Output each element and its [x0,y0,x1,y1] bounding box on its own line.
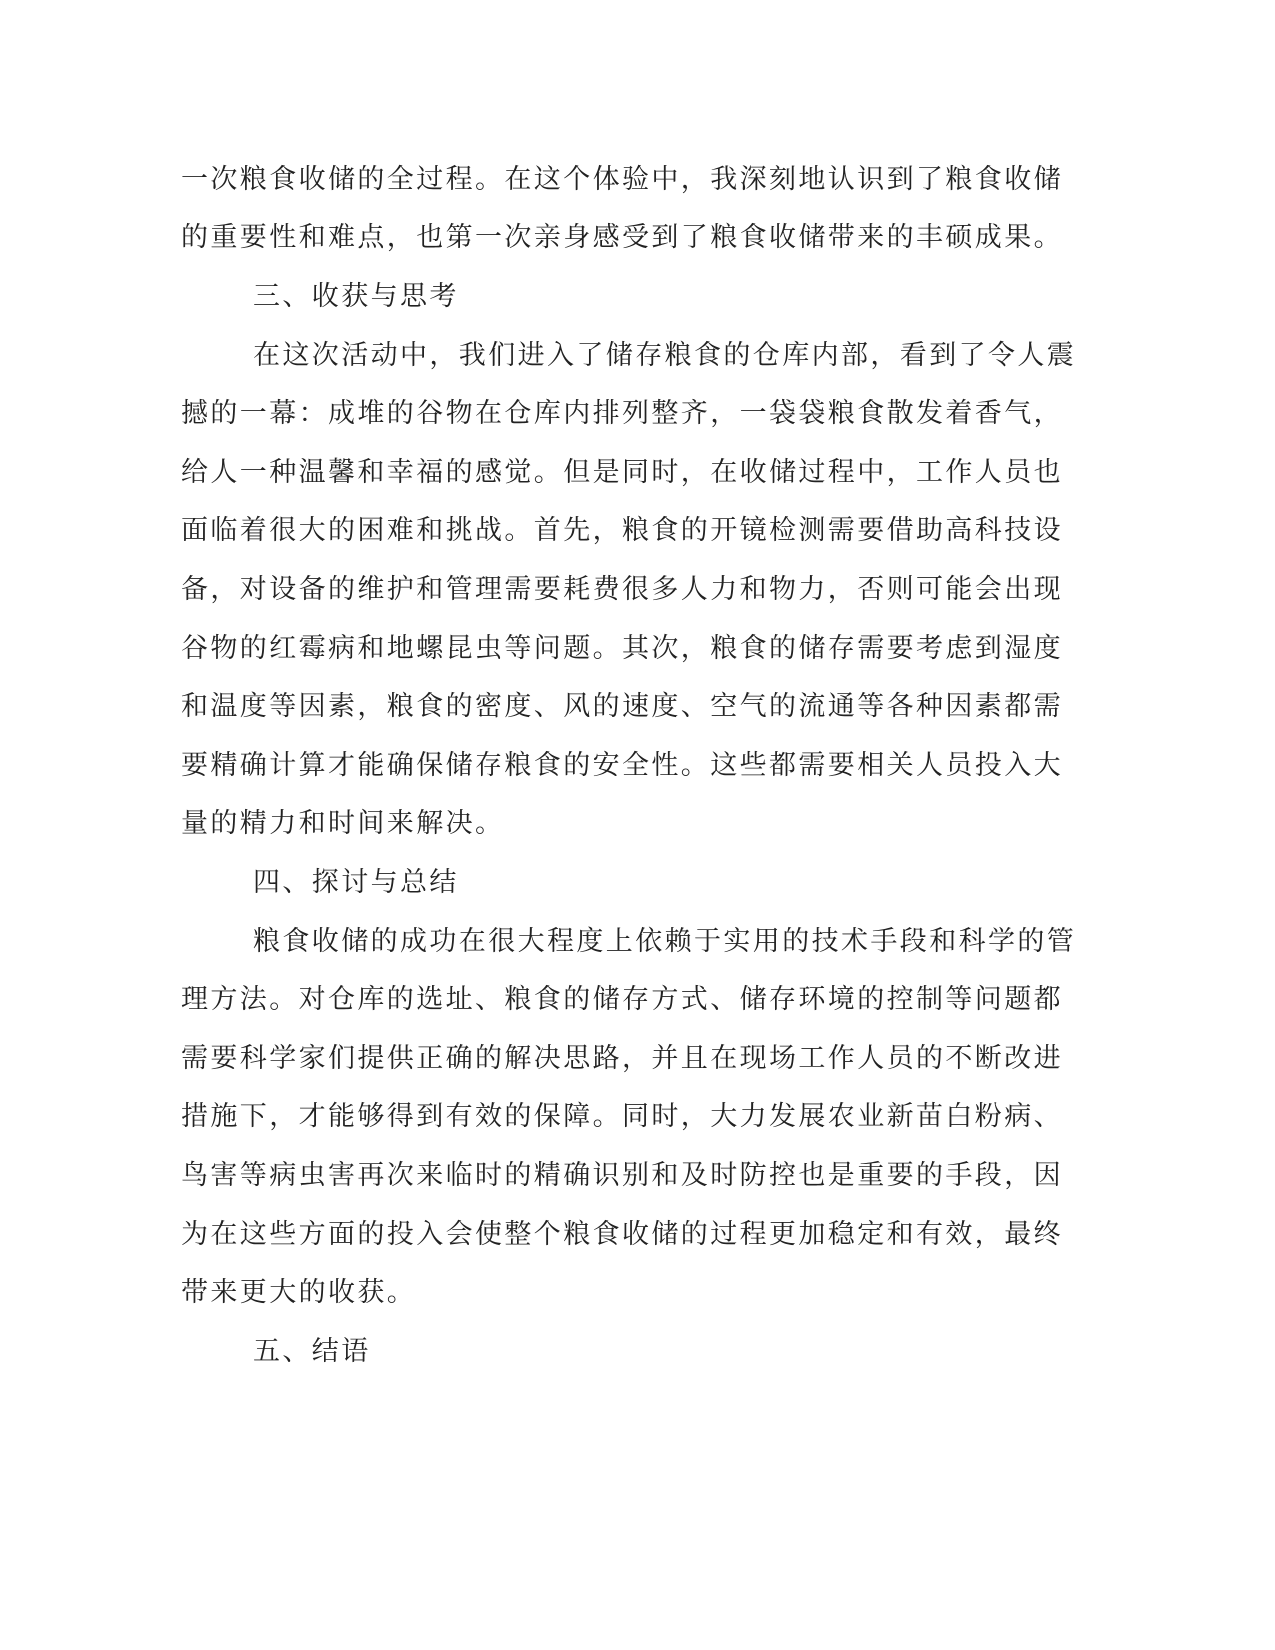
paragraph-line: 措施下，才能够得到有效的保障。同时，大力发展农业新苗白粉病、 [181,1101,1063,1132]
section-heading: 三、收获与思考 [253,281,459,312]
paragraph-line: 谷物的红霉病和地螺昆虫等问题。其次，粮食的储存需要考虑到湿度 [181,633,1063,664]
paragraph-line: 带来更大的收获。 [181,1277,417,1308]
paragraph-line: 量的精力和时间来解决。 [181,808,505,839]
paragraph-line: 一次粮食收储的全过程。在这个体验中，我深刻地认识到了粮食收储 [181,164,1063,195]
paragraph-line: 备，对设备的维护和管理需要耗费很多人力和物力，否则可能会出现 [181,574,1063,605]
paragraph-line: 的重要性和难点，也第一次亲身感受到了粮食收储带来的丰硕成果。 [181,222,1063,253]
paragraph-line: 需要科学家们提供正确的解决思路，并且在现场工作人员的不断改进 [181,1043,1063,1074]
paragraph-line: 和温度等因素，粮食的密度、风的速度、空气的流通等各种因素都需 [181,691,1063,722]
section-heading: 四、探讨与总结 [253,867,459,898]
paragraph-line: 鸟害等病虫害再次来临时的精确识别和及时防控也是重要的手段，因 [181,1160,1063,1191]
paragraph-line: 在这次活动中，我们进入了储存粮食的仓库内部，看到了令人震 [253,340,1077,371]
paragraph-line: 粮食收储的成功在很大程度上依赖于实用的技术手段和科学的管 [253,926,1077,957]
section-heading: 五、结语 [253,1336,371,1367]
paragraph-line: 撼的一幕：成堆的谷物在仓库内排列整齐，一袋袋粮食散发着香气， [181,398,1063,429]
paragraph-line: 理方法。对仓库的选址、粮食的储存方式、储存环境的控制等问题都 [181,984,1063,1015]
paragraph-line: 面临着很大的困难和挑战。首先，粮食的开镜检测需要借助高科技设 [181,515,1063,546]
paragraph-line: 为在这些方面的投入会使整个粮食收储的过程更加稳定和有效，最终 [181,1219,1063,1250]
paragraph-line: 要精确计算才能确保储存粮食的安全性。这些都需要相关人员投入大 [181,750,1063,781]
paragraph-line: 给人一种温馨和幸福的感觉。但是同时，在收储过程中，工作人员也 [181,457,1063,488]
